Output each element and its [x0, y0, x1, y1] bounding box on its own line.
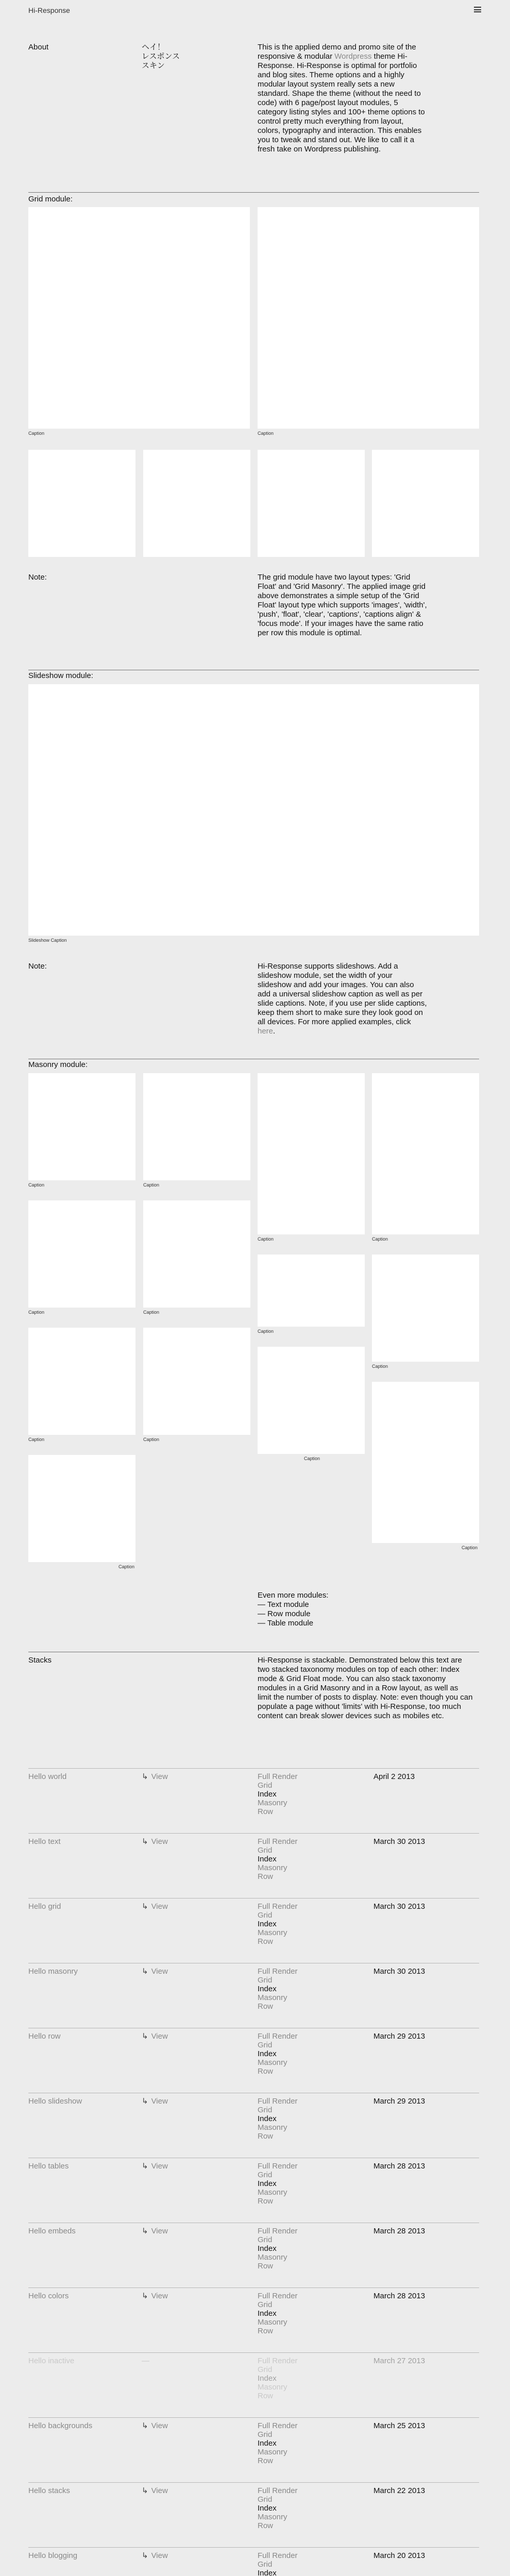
about-japanese: ヘイ！ レスポンス スキン	[142, 43, 180, 70]
post-date: March 22 2013	[373, 2486, 426, 2495]
post-title-link[interactable]: Hello tables	[28, 2162, 69, 2171]
view-link[interactable]	[142, 1837, 168, 1847]
post-types	[258, 1772, 298, 1816]
post-type-item[interactable]: Grid	[258, 2430, 273, 2439]
post-type-item[interactable]: Full Render	[258, 2421, 298, 2430]
post-type-item[interactable]: Full Render	[258, 2162, 298, 2171]
post-type-item[interactable]: Full Render	[258, 2032, 298, 2041]
post-title-link[interactable]: Hello stacks	[28, 2486, 70, 2495]
view-link[interactable]	[142, 2486, 168, 2496]
divider	[28, 1898, 479, 1899]
view-label: View	[151, 1902, 168, 1911]
return-arrow-icon: ↳	[142, 2551, 148, 2560]
post-type-item[interactable]: Masonry	[258, 2318, 287, 2327]
post-type-item[interactable]: Index	[258, 1985, 277, 1993]
post-date: March 29 2013	[373, 2032, 426, 2041]
post-type-item[interactable]: Full Render	[258, 2097, 298, 2106]
grid-note: The grid module have two layout types: 'Grid Float' and 'Grid Masonry'. The applied image grid above demonstrates a simple setup of the 'Grid Float' layout type which supports 'images', 'width', 'push', 'float', 'clear', 'captions', 'captions align' & 'focus mode'. If your images have the same ratio per row this module is optimal.	[258, 573, 427, 637]
post-type-item[interactable]: Row	[258, 2132, 274, 2141]
view-link[interactable]	[142, 1967, 168, 1977]
post-type-item[interactable]: Full Render	[258, 1772, 298, 1781]
grid-caption: Caption	[258, 431, 274, 436]
post-types	[258, 1902, 298, 1946]
divider	[28, 2352, 479, 2353]
masonry-caption: Caption	[143, 1182, 160, 1188]
post-type-item[interactable]: Grid	[258, 2171, 273, 2179]
stack-row	[28, 1902, 479, 1959]
view-link[interactable]: —	[142, 2357, 149, 2365]
slideshow-note-label: Note:	[28, 962, 47, 971]
post-type-item[interactable]: Index	[258, 2504, 277, 2513]
stacks-intro: Hi-Response is stackable. Demonstrated below this text are two stacked taxonomy modules on top of each other: Index mode & Grid Float mode. You can also stack taxonomy modules in a Grid Masonry and in a Row layout, as well as limit the number of posts to display. Note: even though you can populate a page without 'limits' with Hi-Response, too much content can break slower devices such as mobiles etc.	[258, 1656, 473, 1720]
post-type-item[interactable]: Full Render	[258, 1837, 298, 1846]
grid-image	[372, 450, 479, 557]
stack-row	[28, 2162, 479, 2218]
post-type-item[interactable]: Index	[258, 2309, 277, 2318]
view-label: View	[151, 1967, 168, 1976]
grid-image	[258, 450, 365, 557]
post-type-item[interactable]: Index	[258, 2569, 277, 2576]
post-types	[258, 2227, 298, 2270]
post-type-item[interactable]: Index	[258, 2244, 277, 2253]
slideshow-note: Hi-Response supports slideshows. Add a slideshow module, set the width of your slideshow and add your images. You can also add a universal slideshow caption as well as per slide captions. Note, if you use per slide captions, keep them short to make sure they look good on all devices. For more applied examples, click here.	[258, 962, 427, 1036]
view-link[interactable]	[142, 2292, 168, 2301]
masonry-image	[372, 1382, 479, 1543]
post-title-link[interactable]: Hello grid	[28, 1902, 61, 1911]
return-arrow-icon: ↳	[142, 2162, 148, 2171]
post-date: March 28 2013	[373, 2162, 426, 2171]
post-types	[258, 2357, 298, 2400]
return-arrow-icon: ↳	[142, 2486, 148, 2495]
post-title-link[interactable]: Hello text	[28, 1837, 61, 1846]
masonry-caption: Caption	[462, 1545, 478, 1550]
view-label: View	[151, 2032, 168, 2041]
hamburger-icon[interactable]	[474, 7, 481, 12]
more-modules: Even more modules: — Text module — Row module — Table module	[258, 1591, 329, 1628]
slideshow-module-title: Slideshow module:	[28, 671, 93, 680]
post-type-item[interactable]: Row	[258, 1807, 274, 1816]
slideshow-here-link[interactable]: here	[258, 1027, 274, 1036]
return-arrow-icon: ↳	[142, 1837, 148, 1846]
post-type-item[interactable]: Grid	[258, 1911, 273, 1920]
post-types	[258, 2032, 298, 2076]
masonry-image	[258, 1255, 365, 1327]
about-label: About	[28, 43, 49, 52]
post-type-item[interactable]: Full Render	[258, 2292, 298, 2300]
masonry-image	[372, 1073, 479, 1234]
post-type-item[interactable]: Row	[258, 2197, 274, 2206]
masonry-caption: Caption	[143, 1310, 160, 1315]
view-link[interactable]	[142, 2032, 168, 2042]
divider	[28, 192, 479, 193]
slideshow-image[interactable]	[28, 684, 479, 936]
stack-row	[28, 2421, 479, 2478]
grid-image	[143, 450, 250, 557]
post-type-item[interactable]: Masonry	[258, 2123, 287, 2132]
post-type-item[interactable]: Masonry	[258, 2253, 287, 2262]
return-arrow-icon: ↳	[142, 2227, 148, 2235]
return-arrow-icon: ↳	[142, 1967, 148, 1976]
post-title-link[interactable]: Hello masonry	[28, 1967, 78, 1976]
post-type-item[interactable]: Grid	[258, 2106, 273, 2114]
post-type-item[interactable]: Full Render	[258, 1967, 298, 1976]
divider	[28, 2482, 479, 2483]
masonry-image	[28, 1073, 135, 1180]
stack-row	[28, 1837, 479, 1894]
stack-row	[28, 1772, 479, 1829]
masonry-caption: Caption	[28, 1182, 45, 1188]
post-type-item[interactable]: Full Render	[258, 2551, 298, 2560]
post-type-item[interactable]: Masonry	[258, 1799, 287, 1807]
masonry-caption: Caption	[258, 1236, 274, 1242]
masonry-image	[143, 1200, 250, 1308]
post-types	[258, 2486, 298, 2530]
post-type-item[interactable]: Grid	[258, 2495, 273, 2504]
post-types	[258, 1837, 298, 1881]
post-type-item[interactable]: Masonry	[258, 2383, 287, 2392]
masonry-image	[28, 1200, 135, 1308]
view-label: View	[151, 2292, 168, 2300]
grid-note-label: Note:	[28, 573, 47, 582]
post-type-item[interactable]: Grid	[258, 2300, 273, 2309]
masonry-image	[258, 1073, 365, 1234]
post-type-item[interactable]: Masonry	[258, 2188, 287, 2197]
return-arrow-icon: ↳	[142, 2421, 148, 2430]
post-type-item[interactable]: Index	[258, 1790, 277, 1799]
masonry-image	[372, 1255, 479, 1362]
masonry-image	[143, 1073, 250, 1180]
view-link[interactable]	[142, 2551, 168, 2561]
post-type-item[interactable]: Row	[258, 2521, 274, 2530]
post-type-item[interactable]: Row	[258, 2392, 274, 2400]
masonry-caption: Caption	[372, 1236, 388, 1242]
post-type-item[interactable]: Grid	[258, 2365, 273, 2374]
post-date: March 30 2013	[373, 1902, 426, 1911]
masonry-image	[258, 1347, 365, 1454]
post-type-item[interactable]: Grid	[258, 1976, 273, 1985]
stack-row	[28, 2486, 479, 2543]
post-types	[258, 2292, 298, 2335]
view-label: View	[151, 1837, 168, 1846]
return-arrow-icon: ↳	[142, 1902, 148, 1911]
post-type-item[interactable]: Row	[258, 1872, 274, 1881]
view-link[interactable]	[142, 1772, 168, 1782]
post-title-link[interactable]: Hello inactive	[28, 2357, 75, 2365]
masonry-image	[28, 1328, 135, 1435]
stack-row	[28, 2097, 479, 2154]
post-title-link[interactable]: Hello embeds	[28, 2227, 76, 2235]
post-types	[258, 2162, 298, 2206]
post-type-item[interactable]: Grid	[258, 1781, 273, 1790]
view-link[interactable]	[142, 2421, 168, 2431]
stack-row	[28, 2292, 479, 2348]
post-date: March 28 2013	[373, 2292, 426, 2300]
view-label: View	[151, 2421, 168, 2430]
post-date: March 30 2013	[373, 1837, 426, 1846]
view-link[interactable]	[142, 2227, 168, 2236]
view-label: View	[151, 2162, 168, 2171]
post-type-item[interactable]: Full Render	[258, 2486, 298, 2495]
divider	[28, 2287, 479, 2288]
post-type-item[interactable]: Masonry	[258, 2058, 287, 2067]
post-types	[258, 2551, 298, 2576]
post-type-item[interactable]: Row	[258, 2262, 274, 2270]
slideshow-caption: Slideshow Caption	[28, 938, 67, 943]
post-title-link[interactable]: Hello backgrounds	[28, 2421, 93, 2430]
return-arrow-icon: ↳	[142, 2292, 148, 2300]
post-type-item[interactable]: Grid	[258, 1846, 273, 1855]
masonry-module-title: Masonry module:	[28, 1060, 88, 1069]
view-link[interactable]	[142, 2162, 168, 2172]
post-type-item[interactable]: Grid	[258, 2560, 273, 2569]
stack-row	[28, 2357, 479, 2413]
stacks-label: Stacks	[28, 1656, 52, 1665]
post-type-item[interactable]: Row	[258, 2327, 274, 2335]
post-type-item[interactable]: Index	[258, 2114, 277, 2123]
masonry-caption: Caption	[118, 1564, 135, 1569]
post-type-item[interactable]: Row	[258, 2067, 274, 2076]
post-type-item[interactable]: Index	[258, 2374, 277, 2383]
post-type-item[interactable]: Index	[258, 2179, 277, 2188]
return-arrow-icon: ↳	[142, 2032, 148, 2041]
post-type-item[interactable]: Full Render	[258, 2227, 298, 2235]
masonry-image	[28, 1455, 135, 1562]
masonry-caption: Caption	[372, 1364, 388, 1369]
post-date: March 29 2013	[373, 2097, 426, 2106]
post-title-link[interactable]: Hello world	[28, 1772, 67, 1781]
post-title-link[interactable]: Hello slideshow	[28, 2097, 82, 2106]
return-arrow-icon: ↳	[142, 2097, 148, 2106]
post-date: March 28 2013	[373, 2227, 426, 2235]
post-type-item[interactable]: Row	[258, 2002, 274, 2011]
wordpress-link[interactable]: Wordpress	[334, 52, 372, 61]
masonry-caption: Caption	[304, 1456, 320, 1461]
masonry-caption: Caption	[143, 1437, 160, 1442]
return-arrow-icon: ↳	[142, 1772, 148, 1781]
post-type-item[interactable]: Index	[258, 2049, 277, 2058]
divider	[28, 2417, 479, 2418]
post-type-item[interactable]: Index	[258, 1920, 277, 1928]
post-types	[258, 2421, 298, 2465]
masonry-caption: Caption	[28, 1310, 45, 1315]
post-type-item[interactable]: Grid	[258, 2235, 273, 2244]
post-type-item[interactable]: Full Render	[258, 1902, 298, 1911]
post-type-item[interactable]: Masonry	[258, 1863, 287, 1872]
post-type-item[interactable]: Grid	[258, 2041, 273, 2049]
post-date: April 2 2013	[373, 1772, 415, 1781]
post-type-item[interactable]: Masonry	[258, 1993, 287, 2002]
post-title-link[interactable]: Hello row	[28, 2032, 61, 2041]
post-type-item[interactable]: Row	[258, 2456, 274, 2465]
view-label: View	[151, 1772, 168, 1781]
post-type-item[interactable]: Index	[258, 1855, 277, 1863]
post-type-item[interactable]: Masonry	[258, 1928, 287, 1937]
view-label: View	[151, 2097, 168, 2106]
post-types	[258, 2097, 298, 2141]
grid-module-title: Grid module:	[28, 195, 73, 204]
view-label: View	[151, 2551, 168, 2560]
post-date: March 27 2013	[373, 2357, 426, 2365]
stack-row	[28, 1967, 479, 2024]
post-date: March 25 2013	[373, 2421, 426, 2430]
view-label: View	[151, 2227, 168, 2235]
grid-image	[258, 207, 479, 429]
grid-image	[28, 207, 250, 429]
about-text: This is the applied demo and promo site of the responsive & modular Wordpress theme Hi-Response. Hi-Response is optimal for portfolio and blog sites. Theme options and a highly modular layout system really sets a new standard. Shape the theme (without the need to code) with 6 page/post layout modules, 5 category listing styles and 100+ theme options to control pretty much everything from layout, colors, typography and interaction. This enables you to tweak and stand out. We like to call it a fresh take on Wordpress publishing.	[258, 43, 425, 154]
divider	[28, 1768, 479, 1769]
post-title-link[interactable]: Hello colors	[28, 2292, 69, 2300]
stack-row	[28, 2032, 479, 2089]
masonry-caption: Caption	[28, 1437, 45, 1442]
grid-caption: Caption	[28, 431, 45, 436]
view-link[interactable]	[142, 1902, 168, 1912]
stack-row	[28, 2551, 479, 2576]
masonry-caption: Caption	[258, 1329, 274, 1334]
post-type-item[interactable]: Masonry	[258, 2448, 287, 2456]
divider	[28, 1833, 479, 1834]
site-logo[interactable]: Hi-Response	[28, 6, 70, 14]
view-label: View	[151, 2486, 168, 2495]
post-types	[258, 1967, 298, 2011]
post-title-link[interactable]: Hello blogging	[28, 2551, 78, 2560]
post-date: March 20 2013	[373, 2551, 426, 2560]
post-type-item[interactable]: Row	[258, 1937, 274, 1946]
stack-row	[28, 2227, 479, 2283]
post-date: March 30 2013	[373, 1967, 426, 1976]
post-type-item[interactable]: Index	[258, 2439, 277, 2448]
masonry-image	[143, 1328, 250, 1435]
post-type-item[interactable]: Masonry	[258, 2513, 287, 2521]
post-type-item[interactable]: Full Render	[258, 2357, 298, 2365]
grid-image	[28, 450, 135, 557]
divider	[28, 2547, 479, 2548]
view-link[interactable]	[142, 2097, 168, 2107]
